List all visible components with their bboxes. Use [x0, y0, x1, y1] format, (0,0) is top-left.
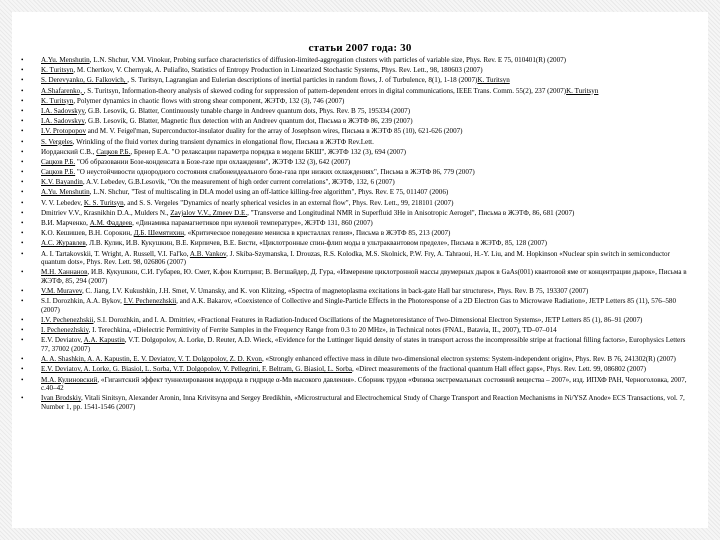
bullet-icon: • — [21, 287, 24, 296]
reference-text: , «Гигантский эффект туннелирования водорода в гидриде α-Mn высокого давления». Сборник трудов «Физика экстремальных состояний вещества – 2007», изд. ИПХФ РАН, Черноголовка, 2007, с.40–42 — [41, 375, 687, 393]
reference-text: , L.N. Shchur, "Test of multiscaling in DLA model using an off-lattice killing-free algorithm", Phys. Rev. E 75, 011407 (2006) — [89, 188, 449, 197]
reference-author-link[interactable]: K.V. Bayandin — [41, 178, 83, 187]
reference-text: , and A.K. Bakarov, «Coexistence of Collective and Single-Particle Effects in the Photoresponse of a 2D Electron Gas to Microwave Radiation», JETP Letters 85 (11), 576–580 (2007) — [41, 297, 677, 314]
reference-item — [21, 375, 696, 393]
bullet-icon: • — [21, 76, 24, 85]
bullet-icon: • — [21, 117, 24, 126]
reference-item — [21, 56, 696, 65]
page-title: статьи 2007 года: 30 — [308, 42, 412, 54]
reference-item — [21, 127, 696, 136]
reference-text: , C. Jiang, I.V. Kukushkin, J.H. Smet, V. Umansky, and K. von Klitzing, «Spectra of magnetoplasma excitations in back-gate Hall bar structures», Phys. Rev. B 75, 193307 (2007) — [81, 287, 589, 296]
reference-author-link[interactable]: S. Vergeles — [41, 137, 73, 146]
reference-author-link[interactable]: Сацков Р.Б. — [41, 168, 76, 177]
bullet-icon: • — [21, 178, 24, 187]
reference-text: E.V. Deviatov, — [41, 336, 84, 345]
reference-item — [21, 208, 696, 218]
reference-text: A. I. Tartakovskii, T. Wright, A. Russell, V.I. Fal'ko, — [41, 249, 190, 258]
reference-item — [21, 106, 696, 116]
bullet-icon: • — [21, 219, 24, 227]
reference-text: S.I. Dorozhkin, A.A. Bykov, — [41, 297, 124, 306]
reference-list — [21, 56, 696, 413]
reference-author-link[interactable]: М.А. Кулиновский — [41, 375, 98, 384]
reference-item — [21, 336, 696, 354]
bullet-icon: • — [21, 239, 24, 248]
reference-text: , V.T. Dolgopolov, A. Lorke, D. Reuter, A.D. Wieck, «Evidence for the Luttinger liquid density of states in transport across the incompressible stripe at fractional filling factors», Europhysics Letters 77, 37002 (2007) — [41, 336, 686, 354]
reference-text: , Vitali Sinitsyn, Alexander Aronin, Inna Krivitsyna and Sergey Bredikhin, «Microstructural and Electrochemical Study of Charge Transport and Reaction Mechanisms in Ni/YSZ Anode» ECS Transactions, vol. 7, Number 1, pp. 1541-1546 (2007) — [41, 394, 685, 411]
bullet-icon: • — [21, 355, 24, 364]
bullet-icon: • — [21, 326, 24, 335]
reference-item — [21, 268, 696, 285]
bullet-icon: • — [21, 86, 24, 95]
bullet-icon: • — [21, 147, 24, 156]
reference-text: Иорданский С.В., — [41, 147, 97, 156]
reference-author-link[interactable]: А.С. Журавлев — [41, 239, 86, 248]
reference-text: , S. Turitsyn, Lagrangian and Eulerian descriptions of inertial particles in random flows, J. of Turbulence, 8(1), 1-18 (2007) — [127, 76, 478, 85]
reference-item — [21, 316, 696, 325]
reference-author-link[interactable]: Д.Б. Шемятихин — [133, 229, 185, 238]
reference-text: V. V. Lebedev, — [41, 198, 84, 207]
reference-text: , and S. S. Vergeles "Dynamics of nearly spherical vesicles in an external flow", Phys. Rev. Lett., 99, 218101 (2007) — [123, 198, 454, 207]
bullet-icon: • — [21, 188, 24, 197]
reference-item — [21, 297, 696, 314]
bullet-icon: • — [21, 168, 24, 177]
reference-author-link[interactable]: E.V. Deviatov, A. Lorke, G. Biasiol, L. Sorba, V.T. Dolgopolov, V. Pellegrini, F. Beltram, G. Biasiol, L. Sorba — [41, 365, 353, 374]
reference-text: , «Динамика парамагнетиков при нулевой температуре», ЖЭТФ 131, 860 (2007) — [132, 219, 373, 227]
bullet-icon: • — [21, 137, 24, 146]
reference-item — [21, 147, 696, 157]
reference-text: , S. Turitsyn, Information-theory analysis of skewed coding for suppression of pattern-dependent errors in digital communications, IEEE Trans. Comm. 55(2), 237 (2007) — [83, 86, 567, 95]
reference-author-link[interactable]: K. Turitsyn — [477, 76, 510, 85]
reference-text: , I. Terechkina, «Dielectric Permittivity of Ferrite Samples in the Frequency Range from 0.3 to 20 MHz», in Technical notes (FNAL, Batavia, IL, 2007), TD–07–014 — [88, 326, 557, 335]
reference-text: , Wrinkling of the fluid vortex during transient dynamics in elongational flow, Письма в ЖЭТФ Rev.Lett. — [72, 137, 374, 146]
bullet-icon: • — [21, 56, 24, 64]
reference-item — [21, 96, 696, 106]
reference-author-link[interactable]: I.A. Sadovskyy — [41, 106, 85, 115]
reference-text: , Л.В. Кулик, И.В. Кукушкин, В.Е. Кирпичев, В.Е. Бисти, «Циклотронные спин-флип моды в ультраквантовом пределе», Письма в ЖЭТФ, 85, 128 (2007) — [85, 239, 547, 248]
reference-text: , G.B. Lesovik, G. Blatter, Continuously tunable charge in Andreev quantum dots, Phys. Rev. B 75, 195334 (2007) — [84, 106, 411, 115]
bullet-icon: • — [21, 297, 24, 306]
bullet-icon: • — [21, 66, 24, 75]
reference-text: and M. V. Feigel'man, Superconductor-insulator duality for the array of Josephson wires, Письма в ЖЭТФ 85 (10), 621-626 (2007) — [86, 127, 463, 136]
reference-text: , И.В. Кукушкин, С.И. Губарев, Ю. Смет, К.фон Клитцинг, В. Вегшайдер, Д. Гура, «Измерение циклотронной массы двумерных дырок в GaAs(001) квантовой яме от концентрации дырок», Письма в ЖЭТФ, 85, 294 (2007) — [41, 268, 687, 285]
reference-item — [21, 394, 696, 411]
reference-text: , J. Skiba-Szymanska, I. Drouzas, R.S. Kolodka, M.S. Skolnick, P.W. Fry, A. Tahraoui, H.-Y. Liu, and M. Hopkinson «Nuclear spin switch in semiconductor quantum dots», Phys. Rev. Lett. 98, 026806 (2007) — [41, 249, 670, 267]
reference-author-link[interactable]: A.Yu. Menshutin — [41, 188, 90, 197]
reference-text: , «Критическое поведение мениска в кристаллах гелия», Письма в ЖЭТФ 85, 213 (2007) — [184, 229, 451, 238]
reference-text: , «Strongly enhanced effective mass in dilute two-dimensional electron systems: System-independent origin», Phys. Rev. B 76, 241302(R) (2007) — [261, 355, 676, 364]
document-page — [12, 12, 708, 528]
reference-author-link[interactable]: I.V. Pechenezhskii — [123, 297, 177, 306]
reference-text: , Бренер Е.А. "О релаксации параметра порядка в модели БКШ", ЖЭТФ 132 (3), 694 (2007) — [130, 147, 407, 156]
bullet-icon: • — [21, 106, 24, 115]
reference-author-link[interactable]: A.Shafarenko, — [41, 86, 84, 95]
reference-author-link[interactable]: М.Н. Ханнанов — [41, 268, 88, 277]
reference-text: Dmitriev V.V., Krasnikhin D.A., Mulders N., — [41, 208, 171, 217]
reference-text: , G.B. Lesovik, G. Blatter, Magnetic flux detection with an Andreev quantum dot, Письма в ЖЭТФ 86, 239 (2007) — [84, 117, 413, 126]
reference-author-link[interactable]: K. S. Turitsyn — [83, 198, 124, 207]
reference-item — [21, 137, 696, 147]
reference-author-link[interactable]: A.Yu. Menshutin — [41, 56, 90, 64]
bullet-icon: • — [21, 229, 24, 238]
reference-author-link[interactable]: V.M. Muravev — [41, 287, 82, 296]
reference-text: , «Direct measurements of the fractional quantum Hall effect gaps», Phys. Rev. Lett. 99, 086802 (2007) — [352, 365, 646, 374]
reference-text: К.О. Кешишев, В.Н. Сорокин, — [41, 229, 134, 238]
reference-author-link[interactable]: I.V. Pechenezhskii — [41, 316, 94, 325]
bullet-icon: • — [21, 316, 24, 325]
bullet-icon: • — [21, 208, 24, 217]
reference-text: "Об образовании Бозе-конденсата в Бозе-газе при охлаждении", ЖЭТФ 132 (3), 642 (2007) — [75, 157, 351, 166]
bullet-icon: • — [21, 198, 24, 207]
bullet-icon: • — [21, 268, 24, 277]
reference-item — [21, 249, 696, 267]
reference-text: , S.I. Dorozhkin, and I. A. Dmitriev, «Fractional Features in Radiation-Induced Oscillations of the Magnetoresistance of Two-Dimensional Electron Systems», JETP Letters 85 (1), 86–91 (2007) — [93, 316, 643, 325]
reference-author-link[interactable]: A. A. Shashkin, A. A. Kapustin, E. V. Deviatov, V. T. Dolgopolov, Z. D. Kvon — [41, 355, 262, 364]
reference-text: В.И. Марченко, — [41, 219, 90, 227]
reference-author-link[interactable]: K. Turitsyn — [41, 66, 74, 75]
reference-author-link[interactable]: S. Derevyanko, G. Falkovich, — [41, 76, 128, 85]
bullet-icon: • — [21, 365, 24, 374]
reference-item — [21, 157, 696, 167]
reference-item — [21, 76, 696, 85]
bullet-icon: • — [21, 336, 24, 345]
bullet-icon: • — [21, 394, 24, 403]
reference-item — [21, 198, 696, 208]
reference-author-link[interactable]: I. Pechenezhskiy — [41, 326, 89, 335]
reference-item — [21, 326, 696, 335]
reference-text: , M. Chertkov, V. Chernyak, A. Puliafito, Statistics of Entropy Production in Linearized Stochastic Systems, Phys. Rev. Lett., 98, 180603 (2007) — [73, 66, 483, 75]
bullet-icon: • — [21, 375, 24, 384]
reference-author-link[interactable]: Zavjalov V.V., Zmeev D.E. — [170, 208, 248, 217]
bullet-icon: • — [21, 249, 24, 258]
reference-text: , A.V. Lebedev, G.B.Lesovik, "On the measurement of high order current correlations", ЖЭТФ, 132, 6 (2007) — [82, 178, 395, 187]
reference-author-link[interactable]: Ivan Brodskiy — [41, 394, 81, 403]
reference-text: "О неустойчивости однородного состояния слабонеидеального бозе-газа при низких охлаждениях", Письма в ЖЭТФ 86, 779 (2007) — [75, 168, 475, 177]
reference-author-link[interactable]: K. Turitsyn — [41, 96, 74, 105]
reference-item — [21, 287, 696, 296]
reference-author-link[interactable]: Сацков Р.Б. — [41, 157, 76, 166]
reference-text: , L.N. Shchur, V.M. Vinokur, Probing surface characteristics of diffusion-limited-aggregation clusters with particles of variable size, Phys. Rev. E 75, 010401(R) (2007) — [89, 56, 567, 64]
reference-text: , Polymer dynamics in chaotic flows with strong shear component, ЖЭТФ, 132 (3), 746 (2007) — [73, 96, 345, 105]
reference-item — [21, 66, 696, 75]
bullet-icon: • — [21, 127, 24, 136]
reference-item — [21, 239, 696, 248]
reference-item — [21, 229, 696, 238]
reference-item — [21, 168, 696, 177]
reference-author-link[interactable]: Сацков Р.Б. — [96, 147, 131, 156]
reference-item — [21, 355, 696, 364]
reference-author-link[interactable]: А.М. Фаддеев — [89, 219, 133, 227]
reference-author-link[interactable]: I.A. Sadovskyy — [41, 117, 85, 126]
reference-author-link[interactable]: A.A. Kapustin — [83, 336, 125, 345]
reference-item — [21, 188, 696, 197]
reference-item — [21, 365, 696, 374]
reference-author-link[interactable]: I.V. Protopopov — [41, 127, 86, 136]
reference-item — [21, 117, 696, 126]
bullet-icon: • — [21, 96, 24, 105]
reference-text: , "Transverse and Longitudinal NMR in Superfluid 3He in Anisotropic Aerogel", Письма в ЖЭТФ, 86, 681 (2007) — [247, 208, 575, 217]
reference-item — [21, 178, 696, 187]
reference-item — [21, 219, 696, 228]
bullet-icon: • — [21, 157, 24, 166]
reference-item — [21, 86, 696, 96]
reference-author-link[interactable]: A.B. Vankov — [189, 249, 227, 258]
reference-author-link[interactable]: K. Turitsyn — [566, 86, 599, 95]
